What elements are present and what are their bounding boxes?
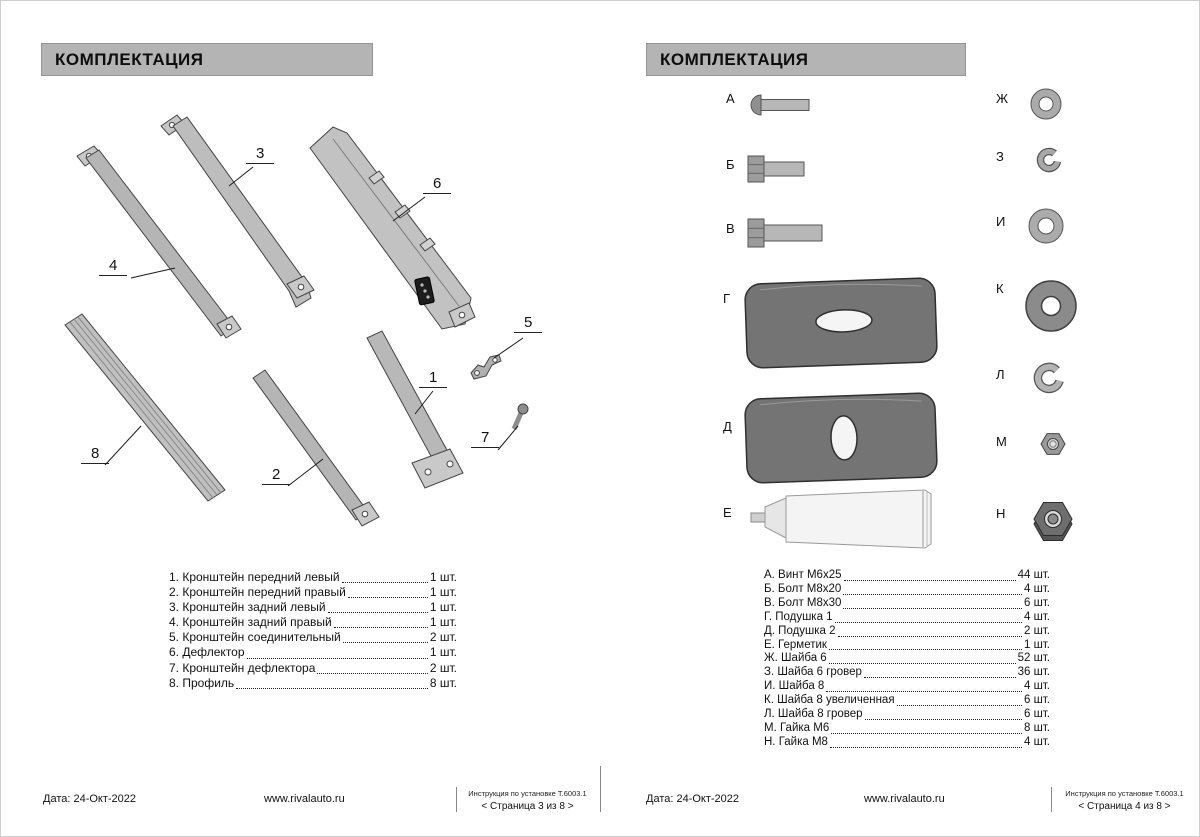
page-number: < Страница 4 из 8 > [1078,801,1171,812]
parts-list-item [169,645,457,660]
part-qty: 44 шт. [1017,569,1050,581]
part-qty: 6 шт. [1023,708,1050,721]
parts-list-item [764,722,1050,736]
page-3 [1,1,601,837]
footer-date: Дата: 24-Окт-2022 [646,793,740,805]
footer-ref-block [456,787,598,812]
dot-leader [865,719,1022,720]
part-name: 1. Кронштейн передний левый [169,570,340,584]
part-name: 4. Кронштейн задний правый [169,615,332,630]
part-7-deflector-bracket [514,404,528,429]
part-name: М. Гайка М6 [764,721,830,734]
part-8-profile [65,314,225,501]
page-divider [600,766,601,812]
dot-leader [830,747,1022,748]
part-name: 2. Кронштейн передний правый [169,585,346,600]
pad-2-icon [745,393,938,484]
part-6-deflector [310,127,475,329]
dot-leader [826,691,1022,692]
footer-website: www.rivalauto.ru [864,793,945,805]
callout-7: 7 [471,429,499,448]
section-header-title: КОМПЛЕКТАЦИЯ [660,49,809,69]
washer-8-large-icon [1026,281,1076,331]
doc-reference: Инструкция по установке Т.6003.1 [468,789,587,798]
footer-website: www.rivalauto.ru [264,793,345,805]
part-qty: 2 шт. [1023,624,1050,637]
part-qty: 1 шт. [429,570,457,584]
hw-letter-v: В [726,221,735,236]
dot-leader [838,636,1022,637]
part-name: Л. Шайба 8 гровер [764,708,863,721]
parts-list-item [169,615,457,630]
page-number: < Страница 3 из 8 > [481,801,574,812]
part-2-front-right-bracket [253,370,379,526]
parts-list-item [764,569,1050,583]
washer-6-icon [1031,89,1061,119]
washer-8-icon [1029,209,1063,243]
parts-list-item [764,611,1050,625]
parts-list [169,570,457,691]
part-5-connecting-bracket [471,355,501,379]
dot-leader [348,597,428,598]
part-1-front-left-bracket [367,331,463,488]
part-name: Д. Подушка 2 [764,624,836,637]
callout-5: 5 [514,314,542,333]
part-qty: 4 шт. [1023,735,1050,748]
part-name: 5. Кронштейн соединительный [169,630,341,645]
part-qty: 8 шт. [429,675,457,690]
part-name: 3. Кронштейн задний левый [169,600,326,615]
hw-letter-n: Н [996,506,1006,521]
callout-3: 3 [246,145,274,164]
parts-diagram [1,86,601,566]
part-qty: 2 шт. [429,660,457,675]
dot-leader [236,688,428,689]
callout-8: 8 [81,445,109,464]
dot-leader [829,663,1016,664]
hw-letter-z: З [996,149,1004,164]
parts-list-item [169,676,457,691]
part-name: 7. Кронштейн дефлектора [169,660,316,675]
dot-leader [334,627,428,628]
part-name: Г. Подушка 1 [764,610,833,623]
hw-letter-d: Д [723,419,732,434]
callout-4: 4 [99,257,127,276]
parts-list-item [764,652,1050,666]
hw-letter-i: И [996,214,1006,229]
section-header-title: КОМПЛЕКТАЦИЯ [55,49,204,69]
parts-list-item [764,597,1050,611]
parts-list-item [169,600,457,615]
parts-list-item [764,708,1050,722]
dot-leader [343,642,428,643]
bolt-short-icon [748,156,804,182]
part-qty: 36 шт. [1017,666,1050,679]
dot-leader [829,649,1022,650]
part-qty: 1 шт. [429,615,457,630]
dot-leader [317,673,427,674]
dot-leader [831,733,1022,734]
nut-m8-icon [1034,503,1072,541]
dot-leader [328,612,428,613]
spring-washer-6-icon [1041,152,1058,169]
spring-washer-8-icon [1038,367,1060,389]
parts-list-item [764,694,1050,708]
part-name: Н. Гайка М8 [764,735,828,748]
parts-list-item [764,666,1050,680]
part-name: И. Шайба 8 [764,680,825,693]
part-qty: 4 шт. [1023,582,1050,595]
dot-leader [835,622,1022,623]
part-name: В. Болт М8х30 [764,596,842,609]
part-qty: 4 шт. [1023,680,1050,693]
parts-list-item [169,661,457,676]
hw-letter-m: М [996,434,1007,449]
parts-list-item [764,583,1050,597]
dot-leader [897,705,1022,706]
part-qty: 1 шт. [429,645,457,660]
hw-letter-k: К [996,281,1004,296]
parts-list-item [169,570,457,585]
dot-leader [843,608,1022,609]
callout-2: 2 [262,466,290,485]
dot-leader [843,594,1022,595]
parts-list-item [764,736,1050,750]
callout-1: 1 [419,369,447,388]
part-qty: 8 шт. [1023,721,1050,734]
part-name: 6. Дефлектор [169,645,245,660]
hardware-list [764,569,1050,750]
part-name: Ж. Шайба 6 [764,652,827,665]
hw-letter-zh: Ж [996,91,1009,106]
section-header [646,43,966,76]
bolt-long-icon [748,219,822,247]
part-qty: 52 шт. [1017,652,1050,665]
hw-letter-l: Л [996,367,1005,382]
pad-1-icon [745,278,938,369]
parts-list-item [169,630,457,645]
hw-letter-a: А [726,91,735,106]
footer-date: Дата: 24-Окт-2022 [43,793,137,805]
part-name: Б. Болт М8х20 [764,582,842,595]
part-qty: 1 шт. [1023,638,1050,651]
dot-leader [247,658,428,659]
parts-list-item [764,625,1050,639]
part-qty: 2 шт. [429,630,457,645]
section-header [41,43,373,76]
page-4 [601,1,1200,837]
dot-leader [342,582,428,583]
parts-list-item [764,680,1050,694]
sealant-tube-icon [751,490,931,548]
part-qty: 6 шт. [1023,596,1050,609]
part-qty: 1 шт. [429,600,457,615]
callout-6: 6 [423,175,451,194]
hardware-diagram [601,86,1200,566]
part-name: Е. Герметик [764,638,827,651]
nut-m6-icon [1041,434,1065,455]
footer-ref-block [1051,787,1197,812]
part-name: К. Шайба 8 увеличенная [764,694,895,707]
parts-list-item [169,585,457,600]
dot-leader [844,580,1016,581]
screw-icon [751,95,809,115]
doc-reference: Инструкция по установке Т.6003.1 [1065,789,1184,798]
hw-letter-b: Б [726,157,735,172]
part-qty: 1 шт. [429,585,457,600]
part-qty: 4 шт. [1023,610,1050,623]
part-name: 8. Профиль [169,675,235,690]
part-name: З. Шайба 6 гровер [764,666,862,679]
part-name: А. Винт М6х25 [764,569,842,581]
dot-leader [864,677,1016,678]
parts-list-item [764,639,1050,653]
hw-letter-e: Е [723,505,732,520]
hw-letter-g: Г [723,291,731,306]
part-qty: 6 шт. [1023,694,1050,707]
